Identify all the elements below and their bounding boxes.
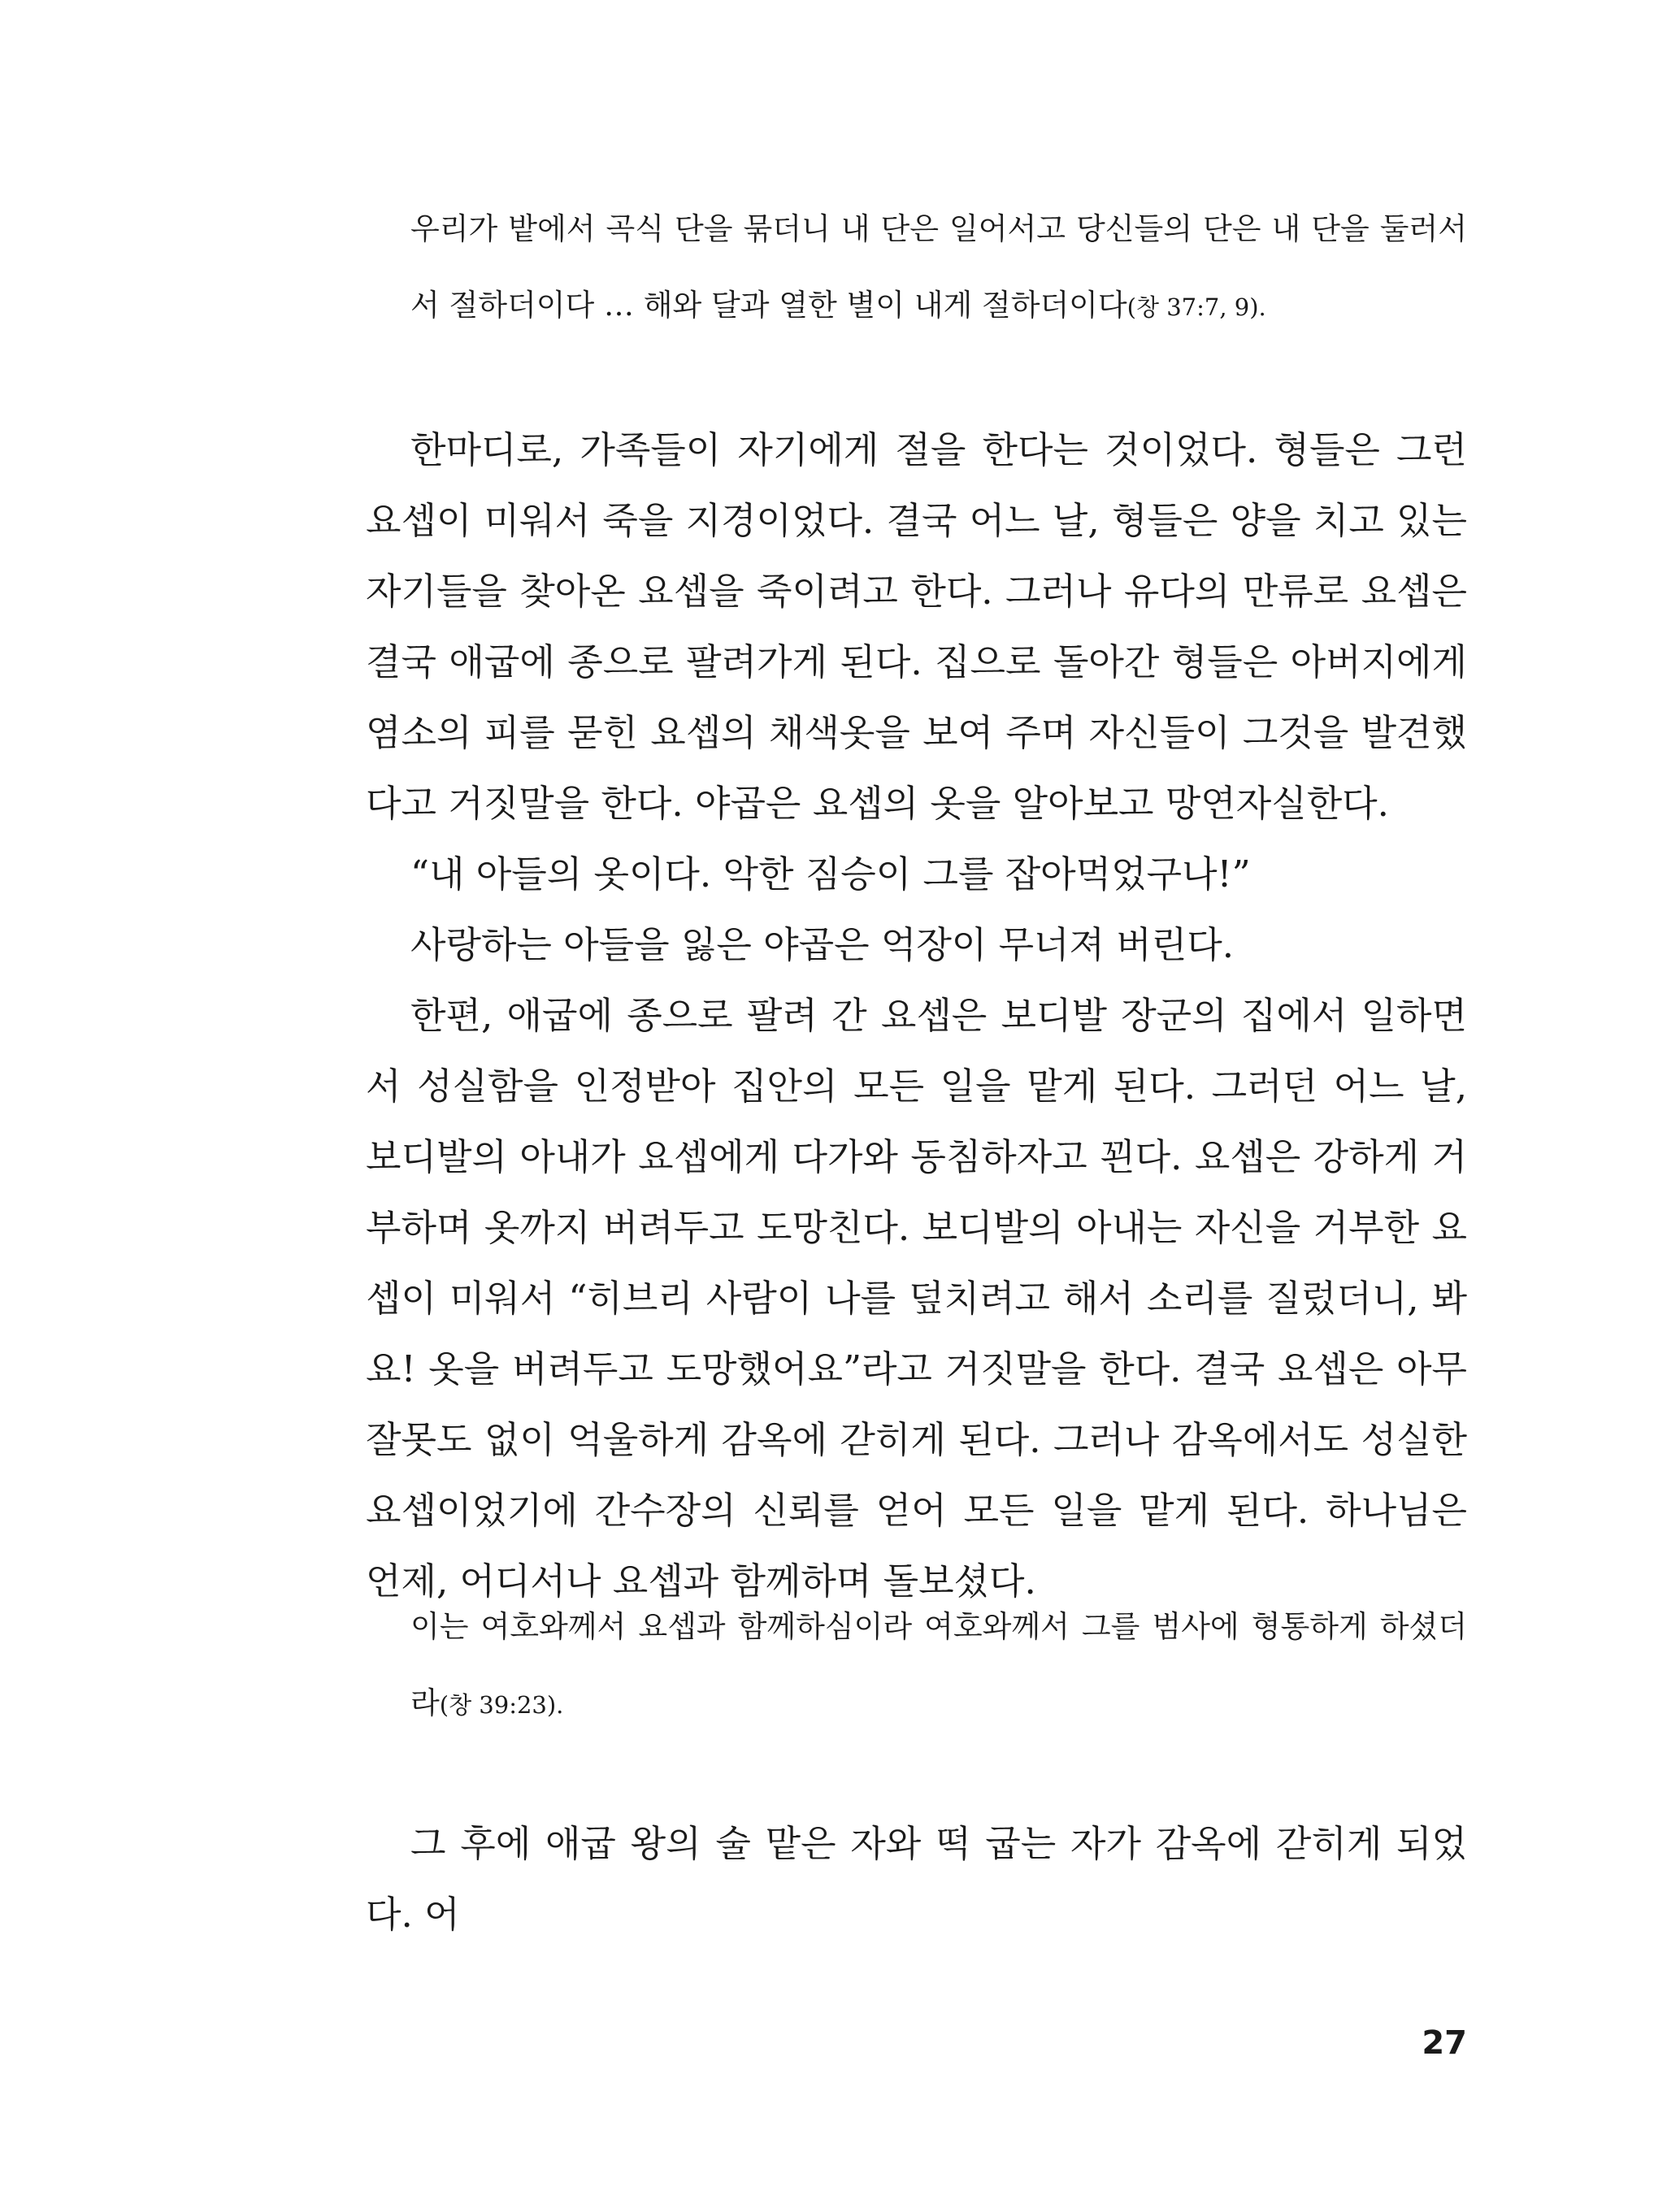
quote-reference: (창 37:7, 9). [1127, 293, 1266, 321]
body-text-continued [366, 1808, 1467, 1950]
paragraph: 사랑하는 아들을 잃은 야곱은 억장이 무너져 버린다. [410, 923, 1235, 966]
paragraph: 한마디로, 가족들이 자기에게 절을 한다는 것이었다. 형들은 그런 요셉이 미워서 죽을 지경이었다. 결국 어느 날, 형들은 양을 치고 있는 자기들을 찾아온 요셉을 죽이려고 한다. 그러나 유다의 만류로 요셉은 결국 애굽에 종으로 팔려가게 된다. 집으로 돌아간 형들은 아버지에게 염소의 피를 묻힌 요셉의 채색옷을 보여 주며 자신들이 그것을 발견했다고 거짓말을 한다. 야곱은 요셉의 옷을 알아보고 망연자실한다. [366, 428, 1467, 825]
quote-text: 이는 여호와께서 요셉과 함께하심이라 여호와께서 그를 범사에 형통하게 하셨더라 [410, 1609, 1467, 1720]
paragraph: 그 후에 애굽 왕의 술 맡은 자와 떡 굽는 자가 감옥에 갇히게 되었다. 어 [366, 1822, 1467, 1936]
quote-text: 우리가 밭에서 곡식 단을 묶더니 내 단은 일어서고 당신들의 단은 내 단을 둘러서서 절하더이다 … 해와 달과 열한 별이 내게 절하더이다 [410, 211, 1467, 323]
scripture-quote-genesis-37 [410, 191, 1467, 345]
quote-reference: (창 39:23). [439, 1691, 564, 1719]
page-number: 27 [1422, 2024, 1467, 2062]
paragraph: 한편, 애굽에 종으로 팔려 간 요셉은 보디발 장군의 집에서 일하면서 성실함을 인정받아 집안의 모든 일을 맡게 된다. 그러던 어느 날, 보디발의 아내가 요셉에게 다가와 동침하자고 꾄다. 요셉은 강하게 거부하며 옷까지 버려두고 도망친다. 보디발의 아내는 자신을 거부한 요셉이 미워서 “히브리 사람이 나를 덮치려고 해서 소리를 질렀더니, 봐요! 옷을 버려두고 도망했어요”라고 거짓말을 한다. 결국 요셉은 아무 잘못도 없이 억울하게 감옥에 갇히게 된다. 그러나 감옥에서도 성실한 요셉이었기에 간수장의 신뢰를 얻어 모든 일을 맡게 된다. 하나님은 언제, 어디서나 요셉과 함께하며 돌보셨다. [366, 994, 1467, 1603]
scripture-quote-genesis-39 [410, 1589, 1467, 1743]
paragraph-quote-jacob: “내 아들의 옷이다. 악한 짐승이 그를 잡아먹었구나!” [410, 852, 1251, 896]
body-text-section [366, 414, 1467, 1616]
